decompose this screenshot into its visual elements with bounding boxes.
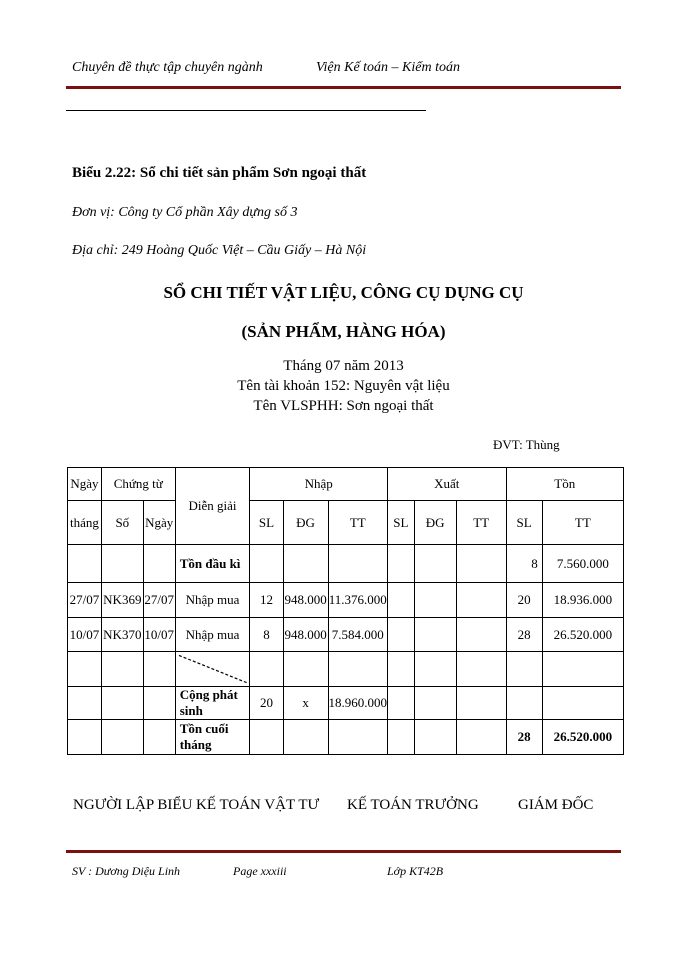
cell-so bbox=[101, 687, 143, 720]
table-row bbox=[68, 720, 624, 755]
table-header-row-2 bbox=[68, 501, 624, 545]
ledger-subtitle: (SẢN PHẨM, HÀNG HÓA) bbox=[241, 322, 446, 341]
cell-nhap-tt bbox=[328, 545, 388, 583]
cell-so: NK369 bbox=[101, 583, 143, 618]
cell-ton-sl: 20 bbox=[506, 583, 542, 618]
table-row bbox=[68, 545, 624, 583]
signature-preparer: NGƯỜI LẬP BIỂU bbox=[73, 797, 193, 813]
cell-xuat-dg bbox=[414, 583, 456, 618]
cell-desc: Nhập mua bbox=[175, 583, 250, 618]
cell-ngay bbox=[143, 545, 175, 583]
cell-xuat-dg bbox=[414, 652, 456, 687]
cell-date: 27/07 bbox=[68, 583, 102, 618]
cell-nhap-tt: 18.960.000 bbox=[328, 687, 388, 720]
header-xuat-sl: SL bbox=[388, 501, 415, 545]
cell-so bbox=[101, 652, 143, 687]
table-row bbox=[68, 687, 624, 720]
cell-ton-tt: 7.560.000 bbox=[542, 545, 623, 583]
header-divider bbox=[66, 86, 621, 89]
cell-ngay: 10/07 bbox=[143, 618, 175, 652]
header-so: Số bbox=[101, 501, 143, 545]
cell-desc: Cộng phát sinh bbox=[175, 687, 250, 720]
header-underline bbox=[66, 110, 426, 111]
header-right: Viện Kế toán – Kiểm toán bbox=[316, 60, 460, 75]
header-ton-tt: TT bbox=[542, 501, 623, 545]
cell-desc: Tồn đầu kì bbox=[175, 545, 250, 583]
cell-date: 10/07 bbox=[68, 618, 102, 652]
cell-xuat-dg bbox=[414, 687, 456, 720]
table-row bbox=[68, 583, 624, 618]
header-xuat: Xuất bbox=[388, 468, 506, 501]
cell-so bbox=[101, 545, 143, 583]
cell-xuat-sl bbox=[388, 687, 415, 720]
signature-material-accountant: KẾ TOÁN VẬT TƯ bbox=[196, 797, 320, 813]
cell-xuat-sl bbox=[388, 720, 415, 755]
header-nhap-tt: TT bbox=[328, 501, 388, 545]
cell-nhap-dg: x bbox=[283, 687, 328, 720]
cell-date bbox=[68, 652, 102, 687]
cell-xuat-sl bbox=[388, 652, 415, 687]
footer-class: Lớp KT42B bbox=[387, 864, 444, 878]
footer-student: SV : Dương Diệu Linh bbox=[72, 864, 181, 878]
cell-ngay bbox=[143, 720, 175, 755]
cell-ton-sl: 8 bbox=[506, 545, 542, 583]
company-unit: Đơn vị: Công ty Cổ phần Xây dựng số 3 bbox=[72, 205, 298, 220]
signature-chief-accountant: KẾ TOÁN TRƯỞNG bbox=[347, 797, 479, 813]
cell-xuat-sl bbox=[388, 545, 415, 583]
table-row bbox=[68, 618, 624, 652]
cell-ton-sl bbox=[506, 652, 542, 687]
cell-date bbox=[68, 545, 102, 583]
footer-divider bbox=[66, 850, 621, 853]
account-name: Tên tài khoản 152: Nguyên vật liệu bbox=[237, 378, 450, 394]
cell-nhap-dg bbox=[283, 652, 328, 687]
ledger-title: SỔ CHI TIẾT VẬT LIỆU, CÔNG CỤ DỤNG CỤ bbox=[163, 283, 524, 302]
table-row bbox=[68, 652, 624, 687]
header-ngay: Ngày bbox=[68, 468, 102, 501]
cell-ton-tt bbox=[542, 687, 623, 720]
cell-nhap-sl: 8 bbox=[250, 618, 283, 652]
cell-ton-tt: 18.936.000 bbox=[542, 583, 623, 618]
footer-page: Page xxxiii bbox=[233, 864, 287, 878]
cell-date bbox=[68, 687, 102, 720]
cell-xuat-dg bbox=[414, 720, 456, 755]
cell-xuat-sl bbox=[388, 618, 415, 652]
header-left: Chuyên đề thực tập chuyên ngành bbox=[72, 60, 263, 75]
cell-xuat-tt bbox=[456, 720, 506, 755]
diagonal-line bbox=[176, 652, 250, 686]
company-address: Địa chỉ: 249 Hoàng Quốc Việt – Cầu Giấy – Hà Nội bbox=[72, 243, 367, 258]
cell-ton-sl: 28 bbox=[506, 720, 542, 755]
cell-ngay bbox=[143, 652, 175, 687]
ledger-table bbox=[67, 467, 624, 755]
cell-date bbox=[68, 720, 102, 755]
cell-nhap-dg: 948.000 bbox=[283, 618, 328, 652]
header-nhap-dg: ĐG bbox=[283, 501, 328, 545]
cell-ton-tt bbox=[542, 652, 623, 687]
header-dien-giai: Diễn giải bbox=[175, 468, 250, 545]
cell-xuat-tt bbox=[456, 583, 506, 618]
cell-nhap-tt bbox=[328, 652, 388, 687]
header-ngay-ct: Ngày bbox=[143, 501, 175, 545]
table-caption: Biểu 2.22: Sổ chi tiết sản phẩm Sơn ngoại thất bbox=[72, 165, 367, 181]
cell-xuat-tt bbox=[456, 687, 506, 720]
cell-ton-sl bbox=[506, 687, 542, 720]
cell-so: NK370 bbox=[101, 618, 143, 652]
cell-nhap-dg bbox=[283, 545, 328, 583]
signature-director: GIÁM ĐỐC bbox=[518, 797, 594, 813]
header-ton-sl: SL bbox=[506, 501, 542, 545]
cell-nhap-tt bbox=[328, 720, 388, 755]
cell-nhap-sl: 20 bbox=[250, 687, 283, 720]
cell-xuat-tt bbox=[456, 618, 506, 652]
cell-desc: Nhập mua bbox=[175, 618, 250, 652]
cell-xuat-dg bbox=[414, 618, 456, 652]
cell-nhap-sl: 12 bbox=[250, 583, 283, 618]
cell-ton-tt: 26.520.000 bbox=[542, 618, 623, 652]
cell-nhap-dg: 948.000 bbox=[283, 583, 328, 618]
table-header-row-1 bbox=[68, 468, 624, 501]
header-nhap: Nhập bbox=[250, 468, 388, 501]
cell-xuat-dg bbox=[414, 545, 456, 583]
cell-ngay bbox=[143, 687, 175, 720]
period: Tháng 07 năm 2013 bbox=[283, 358, 404, 374]
header-xuat-dg: ĐG bbox=[414, 501, 456, 545]
header-xuat-tt: TT bbox=[456, 501, 506, 545]
cell-ngay: 27/07 bbox=[143, 583, 175, 618]
cell-nhap-sl bbox=[250, 545, 283, 583]
cell-desc: Tồn cuối tháng bbox=[175, 720, 250, 755]
cell-xuat-sl bbox=[388, 583, 415, 618]
cell-nhap-tt: 11.376.000 bbox=[328, 583, 388, 618]
header-chung-tu: Chứng từ bbox=[101, 468, 175, 501]
header-nhap-sl: SL bbox=[250, 501, 283, 545]
cell-nhap-tt: 7.584.000 bbox=[328, 618, 388, 652]
cell-xuat-tt bbox=[456, 545, 506, 583]
cell-nhap-sl bbox=[250, 652, 283, 687]
cell-xuat-tt bbox=[456, 652, 506, 687]
diagonal-strike-cell bbox=[175, 652, 250, 687]
cell-so bbox=[101, 720, 143, 755]
header-ton: Tồn bbox=[506, 468, 623, 501]
cell-ton-tt: 26.520.000 bbox=[542, 720, 623, 755]
item-name: Tên VLSPHH: Sơn ngoại thất bbox=[253, 398, 434, 414]
cell-nhap-sl bbox=[250, 720, 283, 755]
header-thang: tháng bbox=[68, 501, 102, 545]
cell-nhap-dg bbox=[283, 720, 328, 755]
unit-of-measure: ĐVT: Thùng bbox=[493, 437, 560, 452]
cell-ton-sl: 28 bbox=[506, 618, 542, 652]
